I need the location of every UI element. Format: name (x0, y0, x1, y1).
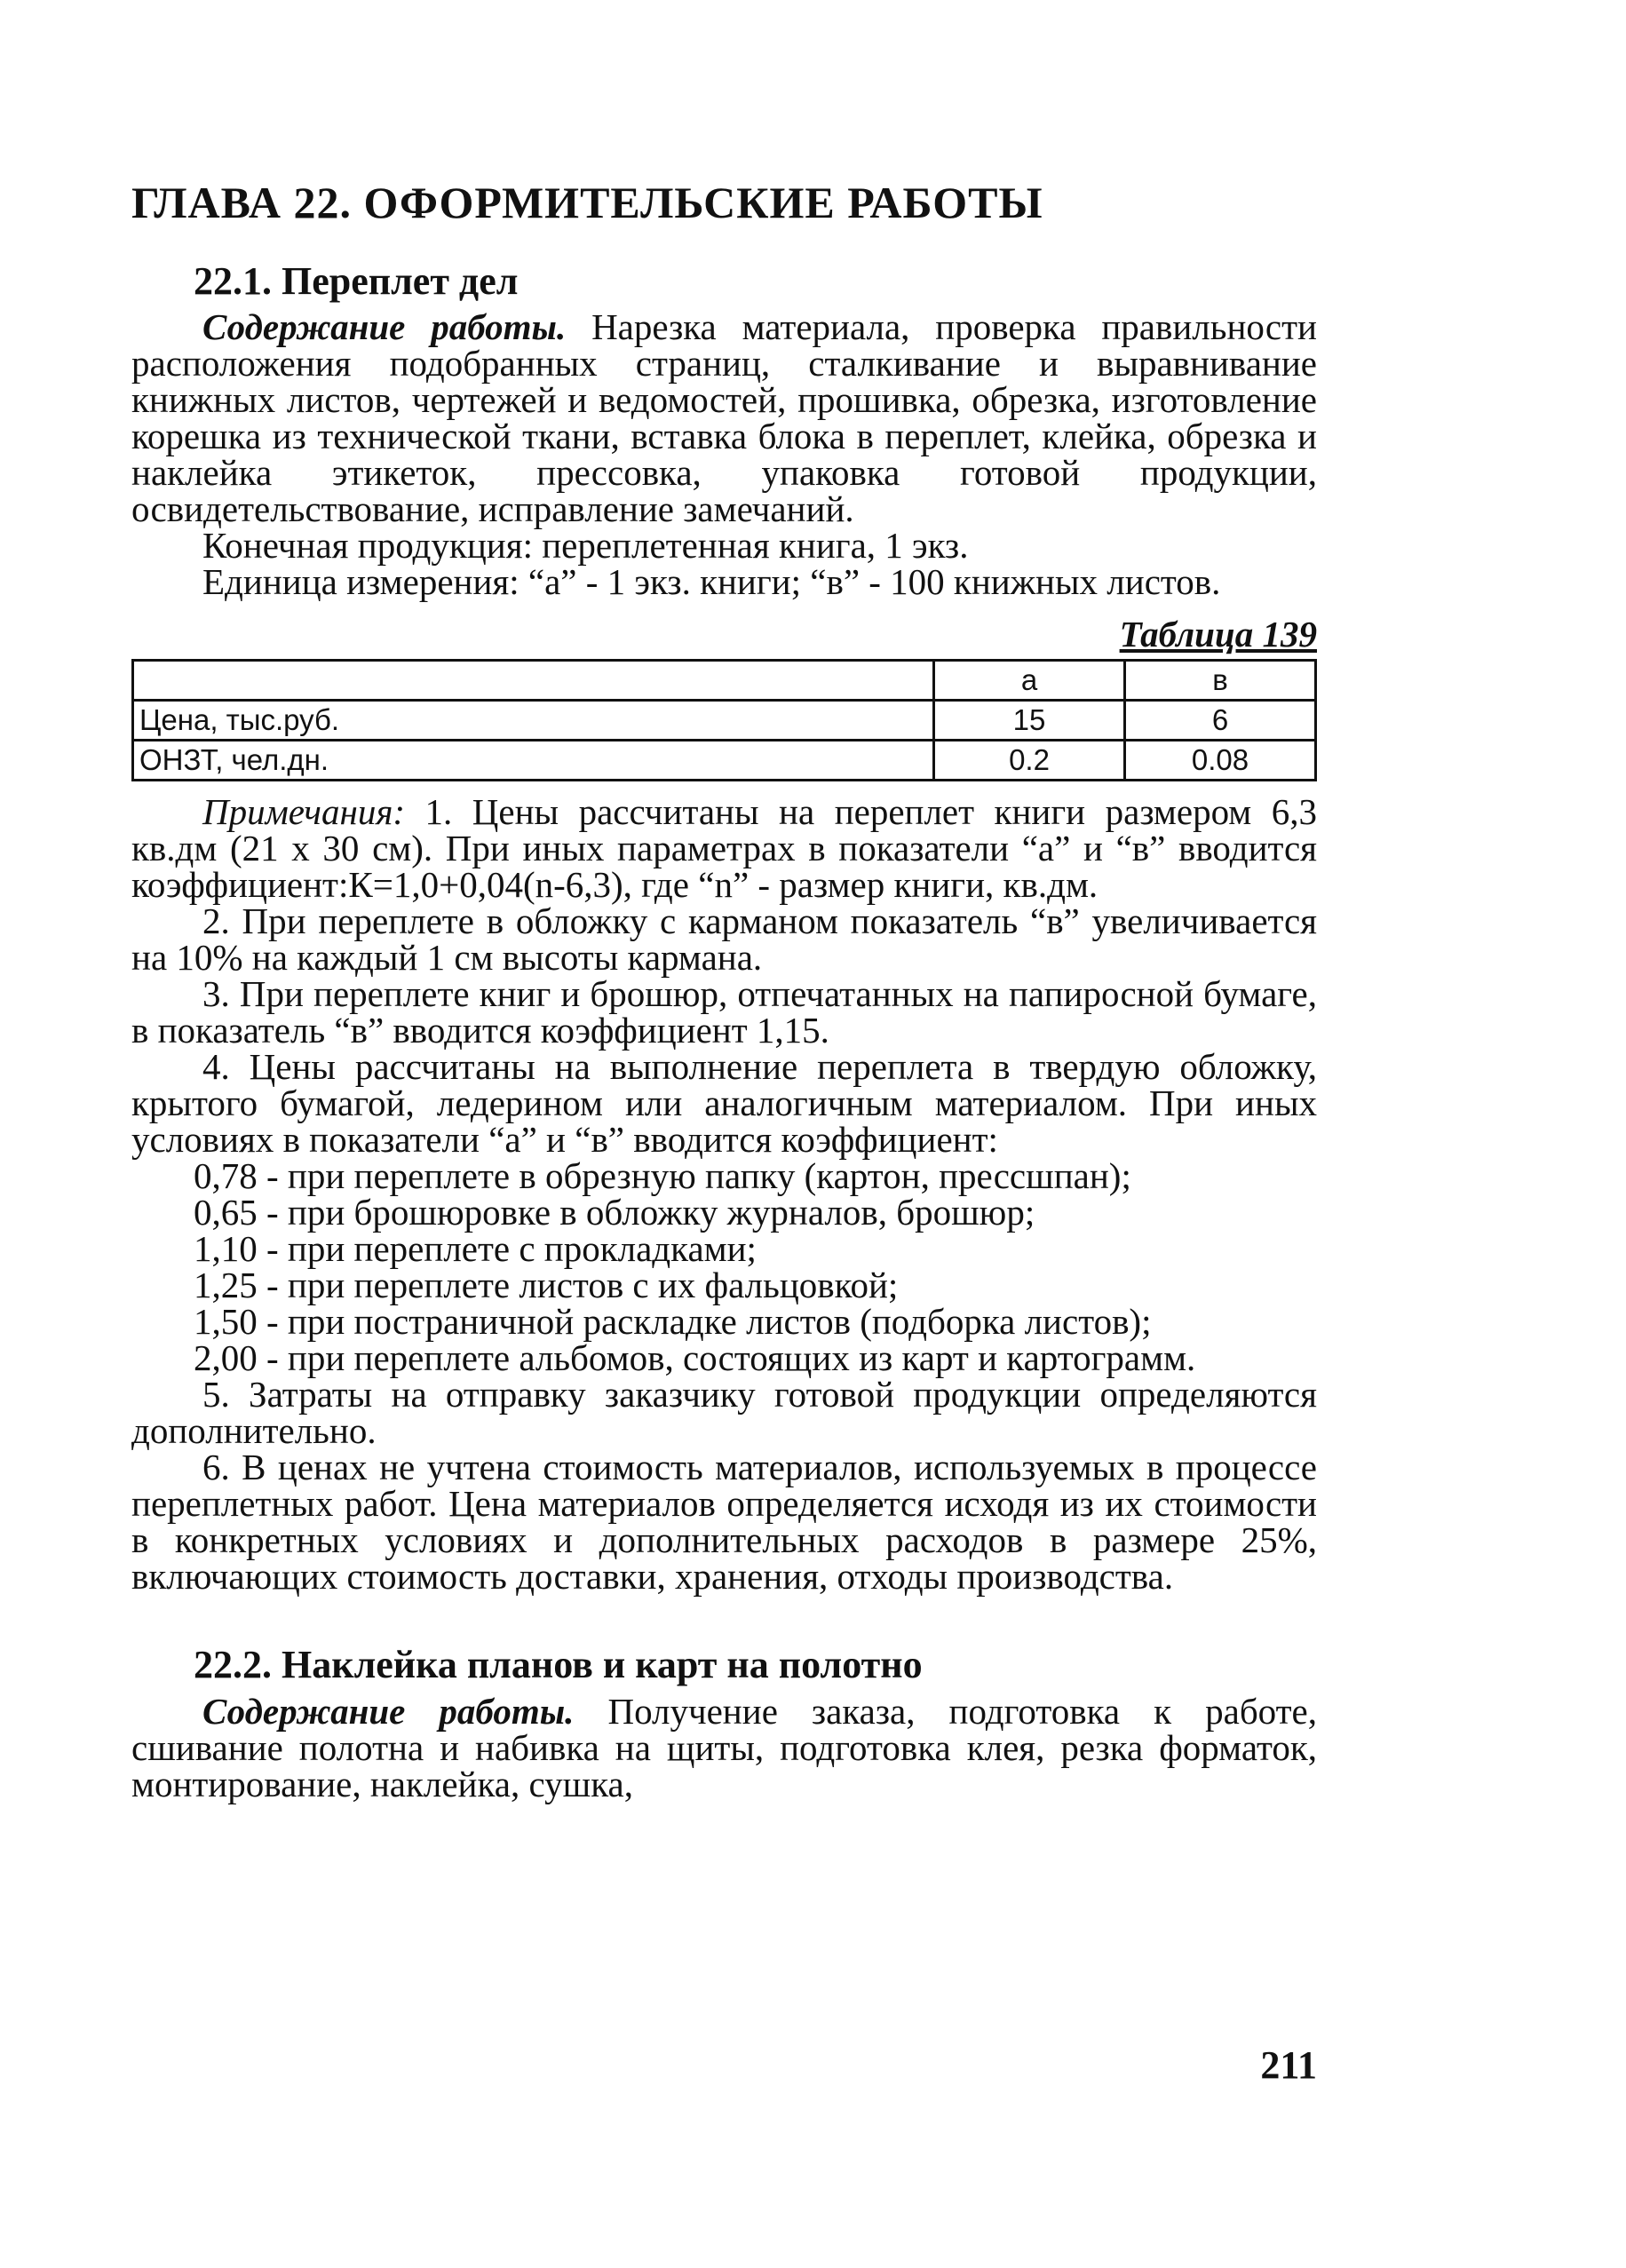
coefficient-item: 1,25 - при переплете листов с их фальцовкой; (194, 1265, 899, 1306)
notes-lead: Примечания: (202, 791, 406, 833)
page-body (131, 178, 1317, 1803)
table-header-label (133, 661, 934, 701)
table-row (133, 701, 1316, 741)
table-row (133, 741, 1316, 781)
coefficient-item: 1,10 - при переплете с прокладками; (194, 1228, 757, 1270)
measurement-unit: Единица измерения: “а” - 1 экз. книги; “в” - 100 книжных листов. (202, 561, 1221, 603)
table-caption: Таблица 139 (1119, 614, 1317, 655)
table-header-row (133, 661, 1316, 701)
work-content-lead-2: Содержание работы. (202, 1690, 575, 1732)
work-content-paragraph-2 (131, 1690, 1318, 1804)
note-1 (131, 791, 1317, 906)
table-cell-a: 15 (934, 701, 1125, 741)
page-number: 211 (1260, 2043, 1317, 2087)
note-3: 3. При переплете книг и брошюр, отпечатанных на папиросной бумаге, в показатель “в” вводится коэффициент 1,15. (131, 973, 1317, 1051)
work-content-paragraph (131, 306, 1317, 530)
chapter-title: ГЛАВА 22. ОФОРМИТЕЛЬСКИЕ РАБОТЫ (131, 178, 1043, 227)
note-2: 2. При переплете в обложку с карманом показатель “в” увеличивается на 10% на каждый 1 см высоты кармана. (131, 900, 1317, 979)
table-cell-label: ОНЗТ, чел.дн. (133, 741, 934, 781)
note-1-text: 1. Цены рассчитаны на переплет книги размером 6,3 кв.дм (21 х 30 см). При иных параметрах в показатели “а” и “в” вводится коэффициент:К=1,0+0,04(n-6,3), где “n” - размер книги, кв.дм. (131, 791, 1317, 906)
note-5: 5. Затраты на отправку заказчику готовой продукции определяются дополнительно. (131, 1374, 1317, 1452)
section-title-22-1: 22.1. Переплет дел (194, 258, 519, 303)
work-content-text-2: Получение заказа, подготовка к работе, сшивание полотна и набивка на щиты, подготовка клея, резка форматок, монтирование, наклейка, сушка, (131, 1690, 1318, 1804)
coefficient-item: 1,50 - при постраничной раскладке листов (подборка листов); (194, 1301, 1152, 1343)
table-header-a: а (934, 661, 1125, 701)
table-cell-b: 6 (1125, 701, 1316, 741)
coefficient-item: 0,78 - при переплете в обрезную папку (картон, прессшпан); (194, 1155, 1131, 1197)
work-content-lead: Содержание работы. (202, 306, 567, 348)
coefficient-item: 0,65 - при брошюровке в обложку журналов, брошюр; (194, 1192, 1035, 1233)
final-product: Конечная продукция: переплетенная книга, 1 экз. (202, 525, 969, 567)
note-6: 6. В ценах не учтена стоимость материалов, используемых в процессе переплетных работ. Цена материалов определяется исходя из их стоимости в конкретных условиях и дополнительных расходов в размере 25%, включающих стоимость доставки, хранения, отходы производства. (131, 1447, 1317, 1598)
coefficient-item: 2,00 - при переплете альбомов, состоящих из карт и картограмм. (194, 1337, 1196, 1379)
table-cell-label: Цена, тыс.руб. (133, 701, 934, 741)
table-cell-b: 0.08 (1125, 741, 1316, 781)
price-table (131, 659, 1317, 781)
table-cell-a: 0.2 (934, 741, 1125, 781)
note-4: 4. Цены рассчитаны на выполнение переплета в твердую обложку, крытого бумагой, ледерином или аналогичным материалом. При иных условиях в показатели “а” и “в” вводится коэффициент: (131, 1046, 1317, 1161)
work-content-text: Нарезка материала, проверка правильности расположения подобранных страниц, сталкивание и выравнивание книжных листов, чертежей и ведомостей, прошивка, обрезка, изготовление корешка из технической ткани, вставка блока в переплет, клейка, обрезка и наклейка этикеток, прессовка, упаковка готовой продукции, освидетельствование, исправление замечаний. (131, 306, 1317, 530)
table-header-b: в (1125, 661, 1316, 701)
section-title-22-2: 22.2. Наклейка планов и карт на полотно (194, 1643, 923, 1687)
